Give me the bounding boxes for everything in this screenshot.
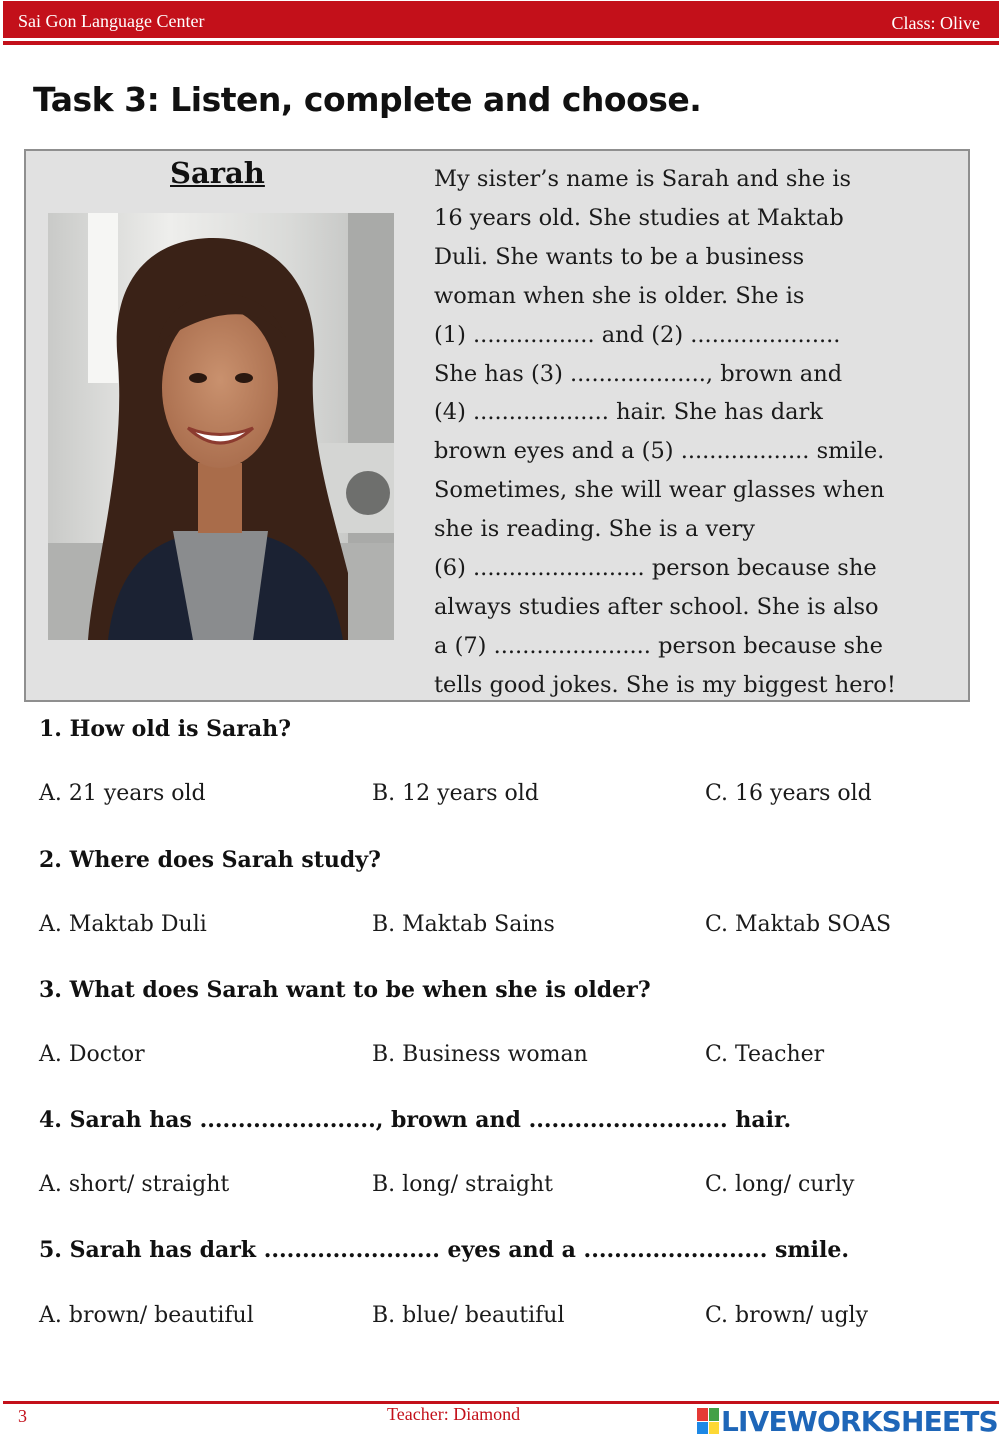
q3-option-a[interactable]: A. Doctor xyxy=(39,1042,145,1067)
q2-option-b[interactable]: B. Maktab Sains xyxy=(372,912,555,937)
q2-option-a[interactable]: A. Maktab Duli xyxy=(39,912,207,937)
story-line: My sister’s name is Sarah and she is xyxy=(434,166,852,192)
story-line: tells good jokes. She is my biggest hero! xyxy=(434,671,896,698)
story-line: 16 years old. She studies at Maktab xyxy=(434,204,844,231)
story-name: Sarah xyxy=(170,156,265,190)
q2-option-c[interactable]: C. Maktab SOAS xyxy=(705,912,892,937)
q1-option-c[interactable]: C. 16 years old xyxy=(705,781,872,806)
q4-option-b[interactable]: B. long/ straight xyxy=(372,1172,553,1197)
story-line-blank-3: She has (3) ..................., brown and xyxy=(434,360,843,387)
liveworksheets-logo[interactable] xyxy=(697,1404,998,1438)
story-line-blank-6: (6) ........................ person because she xyxy=(434,555,877,582)
q1-option-b[interactable]: B. 12 years old xyxy=(372,781,539,806)
brand-name: LIVEWORKSHEETS xyxy=(721,1404,998,1438)
q5-option-b[interactable]: B. blue/ beautiful xyxy=(372,1303,565,1328)
story-line-blank-5: brown eyes and a (5) .................. smile. xyxy=(434,438,885,465)
story-text xyxy=(434,160,954,705)
story-line-blank-4: (4) ................... hair. She has dark xyxy=(434,399,823,426)
page-number: 3 xyxy=(18,1406,27,1426)
q3-option-b[interactable]: B. Business woman xyxy=(372,1042,588,1067)
question-3: 3. What does Sarah want to be when she is older? xyxy=(39,977,651,1003)
q4-option-a[interactable]: A. short/ straight xyxy=(39,1172,230,1197)
story-line: always studies after school. She is also xyxy=(434,593,879,620)
question-4: 4. Sarah has ......................., brown and .......................... hair. xyxy=(39,1107,792,1133)
story-line-blank-7: a (7) ...................... person because she xyxy=(434,632,883,659)
story-line: Sometimes, she will wear glasses when xyxy=(434,477,885,504)
sarah-photo xyxy=(48,213,394,640)
center-name: Sai Gon Language Center xyxy=(18,11,205,31)
liveworksheets-icon xyxy=(697,1408,719,1434)
task-title: Task 3: Listen, complete and choose. xyxy=(33,80,702,119)
question-2: 2. Where does Sarah study? xyxy=(39,847,381,873)
story-line: Duli. She wants to be a business xyxy=(434,243,805,270)
story-line: woman when she is older. She is xyxy=(434,282,805,309)
q3-option-c[interactable]: C. Teacher xyxy=(705,1042,825,1067)
q5-option-c[interactable]: C. brown/ ugly xyxy=(705,1303,869,1328)
q4-option-c[interactable]: C. long/ curly xyxy=(705,1172,855,1197)
question-1: 1. How old is Sarah? xyxy=(39,716,292,742)
teacher-name: Teacher: Diamond xyxy=(387,1404,521,1424)
question-5: 5. Sarah has dark ....................... eyes and a ........................ smile. xyxy=(39,1237,850,1263)
story-line-blank-1-2: (1) ................. and (2) ..................... xyxy=(434,321,841,348)
header-divider xyxy=(3,41,999,45)
q5-option-a[interactable]: A. brown/ beautiful xyxy=(39,1303,254,1328)
story-line: she is reading. She is a very xyxy=(434,516,756,543)
class-label: Class: Olive xyxy=(891,13,980,33)
q1-option-a[interactable]: A. 21 years old xyxy=(39,781,206,806)
